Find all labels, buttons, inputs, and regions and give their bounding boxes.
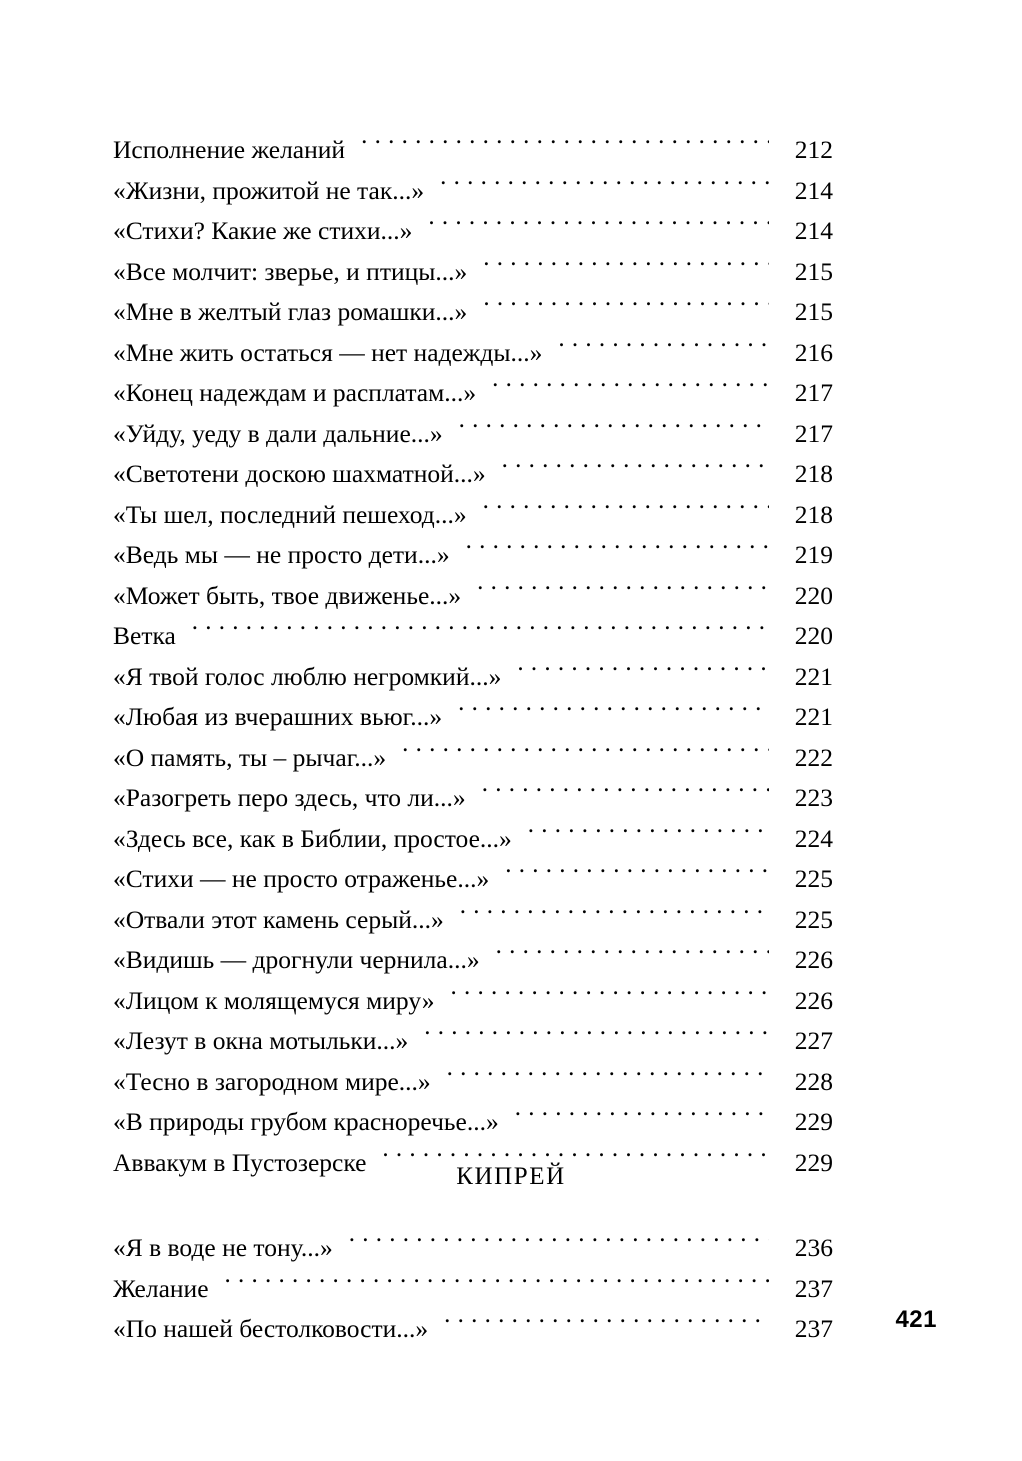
toc-entry-title: «Я твой голос люблю негромкий...» [113, 661, 502, 691]
toc-entry [113, 130, 833, 171]
toc-entry-page: 229 [794, 1107, 833, 1136]
toc-entry-page: 225 [794, 864, 833, 893]
toc-entry-page: 227 [794, 1026, 833, 1055]
toc-entry-title: «Все молчит: зверье, и птицы...» [113, 256, 468, 286]
toc-entry-page: 223 [794, 783, 833, 812]
toc-leader-dots [424, 1024, 769, 1050]
toc-entry-page: 218 [794, 459, 833, 488]
toc-leader-dots [444, 1312, 769, 1338]
toc-entry-title: «О память, ты – рычаг...» [113, 742, 387, 772]
toc-leader-dots [477, 578, 769, 604]
toc-leader-dots [505, 862, 769, 888]
toc-entry-page: 220 [794, 580, 833, 610]
toc-entry [113, 576, 833, 617]
toc-entry [113, 940, 833, 981]
toc-entry-title: «Мне жить остаться — нет надежды...» [113, 337, 543, 367]
toc-entry [113, 495, 833, 536]
toc-entry [113, 657, 833, 698]
toc-entry [113, 373, 833, 414]
toc-list-kiprey [113, 1228, 833, 1350]
toc-entry [113, 1021, 833, 1062]
toc-leader-dots [515, 1105, 769, 1131]
toc-entry [113, 981, 833, 1022]
toc-entry [113, 1062, 833, 1103]
toc-leader-dots [459, 416, 769, 442]
toc-entry-title: «Лезут в окна мотыльки...» [113, 1026, 409, 1055]
toc-entry-title: «Светотени доскою шахматной...» [113, 459, 486, 488]
toc-entry-title: Исполнение желаний [113, 135, 346, 164]
toc-entry [113, 697, 833, 738]
toc-leader-dots [361, 133, 769, 159]
toc-entry [113, 333, 833, 374]
toc-entry [113, 616, 833, 657]
toc-entry-title: «Любая из вчерашних вьюг...» [113, 702, 443, 731]
toc-entry-title: «Тесно в загородном мире...» [113, 1066, 431, 1096]
toc-entry [113, 900, 833, 941]
toc-entry-page: 225 [794, 904, 833, 934]
toc-leader-dots [496, 943, 769, 969]
toc-list-primary [113, 130, 833, 1183]
toc-entry-title: «Ты шел, последний пешеход...» [113, 499, 467, 529]
toc-leader-dots [402, 740, 769, 766]
toc-entry-title: «Лицом к молящемуся миру» [113, 985, 435, 1015]
toc-leader-dots [458, 700, 769, 726]
toc-leader-dots [482, 781, 769, 807]
toc-entry-page: 237 [794, 1273, 833, 1303]
toc-entry-page: 221 [794, 661, 833, 691]
toc-entry-page: 228 [794, 1066, 833, 1096]
toc-leader-dots [447, 1064, 769, 1090]
toc-entry-page: 222 [794, 742, 833, 772]
toc-entry-title: Ветка [113, 621, 176, 650]
toc-entry-page: 221 [794, 702, 833, 731]
toc-leader-dots [450, 983, 769, 1009]
toc-entry-title: «Видишь — дрогнули чернила...» [113, 945, 480, 974]
toc-entry-page: 237 [794, 1314, 833, 1343]
toc-entry-page: 226 [794, 985, 833, 1015]
toc-entry-page: 216 [794, 337, 833, 367]
toc-leader-dots [517, 659, 769, 685]
toc-entry-page: 218 [794, 499, 833, 529]
toc-entry [113, 859, 833, 900]
toc-entry-page: 214 [794, 175, 833, 205]
toc-entry [113, 738, 833, 779]
page-number: 421 [895, 1306, 937, 1333]
toc-entry-page: 215 [794, 297, 833, 326]
toc-leader-dots [349, 1231, 769, 1257]
toc-entry-title: «Жизни, прожитой не так...» [113, 175, 425, 205]
toc-entry-title: «Ведь мы — не просто дети...» [113, 540, 450, 569]
toc-entry [113, 252, 833, 293]
toc-leader-dots [466, 538, 769, 564]
toc-leader-dots [483, 497, 769, 523]
toc-leader-dots [558, 335, 769, 361]
toc-entry [113, 171, 833, 212]
toc-entry [113, 778, 833, 819]
toc-leader-dots [428, 214, 769, 240]
toc-leader-dots [192, 619, 769, 645]
toc-leader-dots [440, 173, 769, 199]
toc-leader-dots [483, 254, 769, 280]
toc-entry-title: «Здесь все, как в Библии, простое...» [113, 823, 512, 853]
toc-entry-title: «Стихи? Какие же стихи...» [113, 216, 413, 245]
toc-entry [113, 1102, 833, 1143]
toc-entry-title: «По нашей бестолковости...» [113, 1314, 429, 1343]
toc-entry [113, 454, 833, 495]
section-heading-kiprey: КИПРЕЙ [456, 1163, 566, 1190]
toc-entry [113, 535, 833, 576]
toc-entry-title: «Я в воде не тону...» [113, 1233, 333, 1262]
toc-entry-title: «Разогреть перо здесь, что ли...» [113, 783, 466, 812]
toc-entry-page: 219 [794, 540, 833, 569]
toc-entry-title: Аввакум в Пустозерске [113, 1147, 367, 1177]
toc-entry-page: 212 [794, 135, 833, 164]
toc-entry [113, 1269, 833, 1310]
toc-entry-page: 224 [794, 823, 833, 853]
toc-entry-title: «В природы грубом красноречье...» [113, 1107, 499, 1136]
toc-entry-page: 217 [794, 378, 833, 407]
toc-entry-page: 229 [794, 1147, 833, 1177]
toc-leader-dots [225, 1271, 769, 1297]
toc-entry-page: 226 [794, 945, 833, 974]
toc-entry [113, 819, 833, 860]
toc-entry-title: Желание [113, 1273, 209, 1303]
toc-entry-title: «Отвали этот камень серый...» [113, 904, 444, 934]
toc-entry [113, 211, 833, 252]
toc-leader-dots [528, 821, 769, 847]
toc-entry-title: «Может быть, твое движенье...» [113, 580, 462, 610]
toc-entry-page: 215 [794, 256, 833, 286]
toc-leader-dots [492, 376, 769, 402]
toc-entry [113, 292, 833, 333]
toc-leader-dots [502, 457, 769, 483]
toc-entry-title: «Мне в желтый глаз ромашки...» [113, 297, 468, 326]
toc-entry-title: «Уйду, уеду в дали дальние...» [113, 418, 443, 448]
toc-entry [113, 1309, 833, 1350]
toc-entry [113, 1228, 833, 1269]
toc-entry-title: «Конец надеждам и расплатам...» [113, 378, 477, 407]
toc-entry-page: 236 [794, 1233, 833, 1262]
toc-entry-page: 217 [794, 418, 833, 448]
toc-leader-dots [460, 902, 769, 928]
toc-entry-title: «Стихи — не просто отраженье...» [113, 864, 490, 893]
toc-leader-dots [483, 295, 769, 321]
toc-entry-page: 220 [794, 621, 833, 650]
toc-entry-page: 214 [794, 216, 833, 245]
toc-entry [113, 414, 833, 455]
